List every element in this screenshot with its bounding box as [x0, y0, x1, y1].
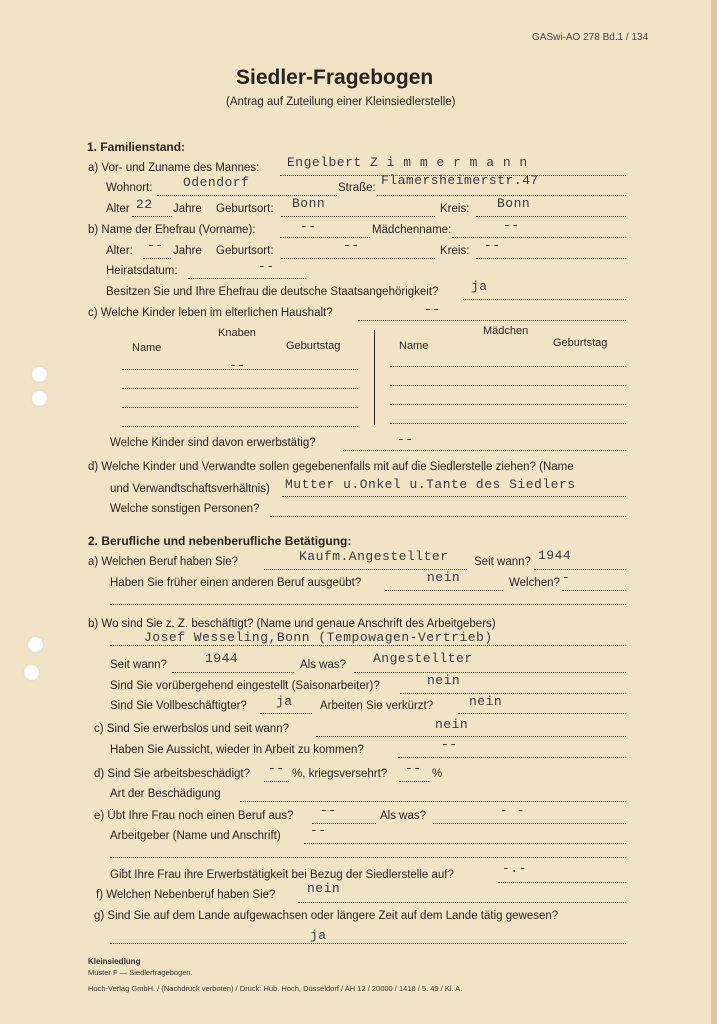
label-geburtsort: Geburtsort: [216, 203, 274, 215]
table-row-line [122, 369, 358, 370]
label-beschaedigung: Art der Beschädigung [110, 788, 221, 800]
label-frau-als-was: Als was? [380, 810, 427, 822]
geburtsort-value: Bonn [292, 196, 326, 211]
frau-arbeitgeber-value: -- [310, 823, 327, 838]
form-title: Siedler-Fragebogen [236, 66, 434, 89]
label-beruf: a) Welchen Beruf haben Sie? [88, 556, 239, 568]
dotted-line [304, 843, 626, 844]
ehefrau-alter-value: -- [147, 238, 164, 253]
col-knaben: Knaben [218, 327, 256, 339]
frueher-value: nein [427, 570, 461, 585]
dotted-line [385, 590, 503, 591]
label-jahre: Jahre [173, 245, 202, 257]
dotted-line [298, 902, 626, 903]
knaben-entry: -- [229, 358, 246, 373]
dotted-line [433, 823, 626, 824]
dotted-line [534, 569, 626, 570]
erwerbslos-value: nein [435, 717, 469, 732]
dotted-line [354, 672, 626, 673]
punch-hole [27, 636, 44, 653]
label-jahre: Jahre [173, 203, 202, 215]
dotted-line [476, 216, 626, 217]
kreis-value: Bonn [497, 196, 531, 211]
dotted-line [281, 258, 435, 259]
col-geburtstag: Geburtstag [286, 340, 341, 352]
husband-name-value: Engelbert Z i m m e r m a n n [287, 155, 528, 170]
table-row-line [390, 423, 626, 424]
label-als-was: Als was? [300, 659, 347, 671]
table-row-line [122, 426, 358, 427]
dotted-line [398, 757, 626, 758]
punch-hole [31, 366, 48, 383]
label-saison: Sind Sie vorübergehend eingestellt (Saisonarbeiter)? [110, 680, 380, 692]
dotted-line [476, 258, 626, 259]
dotted-line [110, 645, 626, 646]
saison-value: nein [427, 673, 461, 688]
dotted-line [343, 450, 626, 451]
label-arbeitsbeschaedigt: d) Sind Sie arbeitsbeschädigt? [94, 768, 250, 780]
dotted-line [260, 713, 312, 714]
dotted-line [110, 604, 626, 605]
label-aussicht: Haben Sie Aussicht, wieder in Arbeit zu kommen? [110, 744, 364, 756]
label-strasse: Straße: [338, 182, 376, 194]
lande-value: ja [310, 928, 327, 943]
dotted-line [463, 299, 626, 300]
label-kreis: Kreis: [440, 203, 470, 215]
alter-value: 22 [136, 197, 153, 212]
section-2-heading: 2. Berufliche und nebenberufliche Betätigung: [88, 534, 352, 548]
arbeitsbeschaedigt-value: -- [268, 761, 285, 776]
label-verkuerzt: Arbeiten Sie verkürzt? [320, 700, 434, 712]
footer-publisher: Hoch-Verlag GmbH. / (Nachdruck verboten) / Druck: Hub. Hoch, Düsseldorf / AH 12 / 20000 / 1418 / 5. 49 / Kl. A. [88, 984, 463, 993]
label-ehefrau: b) Name der Ehefrau (Vorname): [88, 224, 256, 236]
arbeitgeber-value: Josef Wesseling,Bonn (Tempowagen-Vertrieb) [144, 630, 493, 645]
kinder-value: -- [424, 302, 441, 317]
label-ehefrau-alter: Alter: [106, 245, 133, 257]
wohnort-value: Odendorf [183, 175, 250, 190]
beruf-value: Kaufm.Angestellter [299, 549, 449, 564]
label-alter: Alter [106, 203, 130, 215]
dotted-line [400, 693, 626, 694]
als-was-value: Angestellter [373, 651, 473, 666]
seit-wann-value: 1944 [538, 548, 572, 563]
gibt-auf-value: -.- [502, 861, 527, 876]
ehefrau-geburtsort-value: -- [343, 238, 360, 253]
dotted-line [498, 882, 626, 883]
label-verwandte: d) Welche Kinder und Verwandte sollen gegebenenfalls mit auf die Siedlerstelle ziehen? (Name [88, 461, 574, 473]
label-heiratsdatum: Heiratsdatum: [106, 265, 178, 277]
punch-hole [31, 390, 48, 407]
label-erwerbstaetig: Welche Kinder sind davon erwerbstätig? [110, 437, 316, 449]
label-ehefrau-kreis: Kreis: [440, 245, 470, 257]
section-1-heading: 1. Familienstand: [87, 140, 186, 154]
label-welchen: Welchen? [509, 577, 560, 589]
label-seit-wann: Seit wann? [474, 556, 531, 568]
dotted-line [188, 278, 306, 279]
label-beschaeftigt: b) Wo sind Sie z. Z. beschäftigt? (Name und genaue Anschrift des Arbeitgebers) [88, 618, 496, 630]
label-ehefrau-geburtsort: Geburtsort: [216, 245, 274, 257]
voll-value: ja [276, 694, 293, 709]
aussicht-value: -- [441, 737, 458, 752]
label-frueher: Haben Sie früher einen anderen Beruf ausgeübt? [110, 577, 362, 589]
dotted-line [264, 781, 289, 782]
label-staatsangehoerigkeit: Besitzen Sie und Ihre Ehefrau die deutsche Staatsangehörigkeit? [106, 286, 439, 298]
dotted-line [399, 781, 429, 782]
dotted-line [172, 672, 294, 673]
dotted-line [270, 516, 626, 517]
strasse-value: Flamersheimerstr.47 [381, 173, 539, 188]
dotted-line [240, 801, 626, 802]
label-frau-beruf: e) Übt Ihre Frau noch einen Beruf aus? [94, 810, 294, 822]
label-husband-name: a) Vor- und Zuname des Mannes: [88, 162, 260, 174]
ehefrau-value: -- [300, 219, 317, 234]
paper-edge [711, 0, 717, 1024]
dotted-line [132, 216, 172, 217]
dotted-line [458, 713, 626, 714]
label-lande: g) Sind Sie auf dem Lande aufgewachsen oder längere Zeit auf dem Lande tätig gewesen? [94, 910, 559, 922]
footer-series: Kleinsiedlung [88, 957, 141, 966]
label-wohnort: Wohnort: [106, 182, 153, 194]
table-divider [374, 330, 375, 425]
table-row-line [122, 407, 358, 408]
col-name: Name [399, 340, 429, 352]
label-gibt-auf: Gibt Ihre Frau ihre Erwerbstätigkeit bei Bezug der Siedlerstelle auf? [110, 869, 454, 881]
nebenberuf-value: nein [307, 881, 341, 896]
erwerbstaetig-value: -- [397, 432, 414, 447]
label-percent: % [432, 768, 443, 780]
staatsangehoerigkeit-value: ja [471, 279, 488, 294]
col-name: Name [132, 342, 162, 354]
frau-als-was-value: - - [500, 803, 525, 818]
dotted-line [452, 237, 626, 238]
b-seit-wann-value: 1944 [205, 651, 239, 666]
verkuerzt-value: nein [469, 694, 503, 709]
ehefrau-kreis-value: -- [484, 238, 501, 253]
table-row-line [390, 404, 626, 405]
form-subtitle: (Antrag auf Zuteilung einer Kleinsiedlerstelle) [226, 96, 456, 108]
footer-model: Muster F — Siedlerfragebogen. [88, 968, 193, 977]
dotted-line [110, 857, 626, 858]
heiratsdatum-value: -- [258, 259, 275, 274]
col-maedchen: Mädchen [483, 325, 529, 337]
kriegsversehrt-value: -- [405, 761, 422, 776]
label-nebenberuf: f) Welchen Nebenberuf haben Sie? [96, 889, 276, 901]
label-frau-arbeitgeber: Arbeitgeber (Name und Anschrift) [110, 830, 281, 842]
frau-beruf-value: -- [320, 803, 337, 818]
label-sonstige: Welche sonstigen Personen? [110, 503, 260, 515]
dotted-line [110, 943, 626, 944]
table-row-line [390, 385, 626, 386]
label-erwerbslos: c) Sind Sie erwerbslos und seit wann? [94, 723, 289, 735]
dotted-line [143, 258, 171, 259]
verwandte-value: Mutter u.Onkel u.Tante des Siedlers [285, 477, 576, 492]
label-kriegsversehrt: %, kriegsversehrt? [292, 768, 388, 780]
label-maedchenname: Mädchenname: [372, 224, 452, 236]
maedchenname-value: -- [503, 218, 520, 233]
col-geburtstag: Geburtstag [553, 337, 608, 349]
dotted-line [282, 496, 626, 497]
dotted-line [316, 736, 626, 737]
table-row-line [122, 388, 358, 389]
label-voll: Sind Sie Vollbeschäftigter? [110, 700, 247, 712]
table-row-line [390, 366, 626, 367]
punch-hole [23, 664, 40, 681]
label-verwandtschaft: und Verwandtschaftsverhältnis) [110, 483, 270, 495]
archive-reference: GASwi-AO 278 Bd.1 / 134 [532, 32, 649, 43]
dotted-line [358, 320, 626, 321]
dotted-line [562, 590, 626, 591]
label-kinder: c) Welche Kinder leben im elterlichen Haushalt? [88, 307, 333, 319]
dotted-line [281, 216, 435, 217]
welchen-value: - [562, 570, 571, 585]
label-b-seit-wann: Seit wann? [110, 659, 167, 671]
